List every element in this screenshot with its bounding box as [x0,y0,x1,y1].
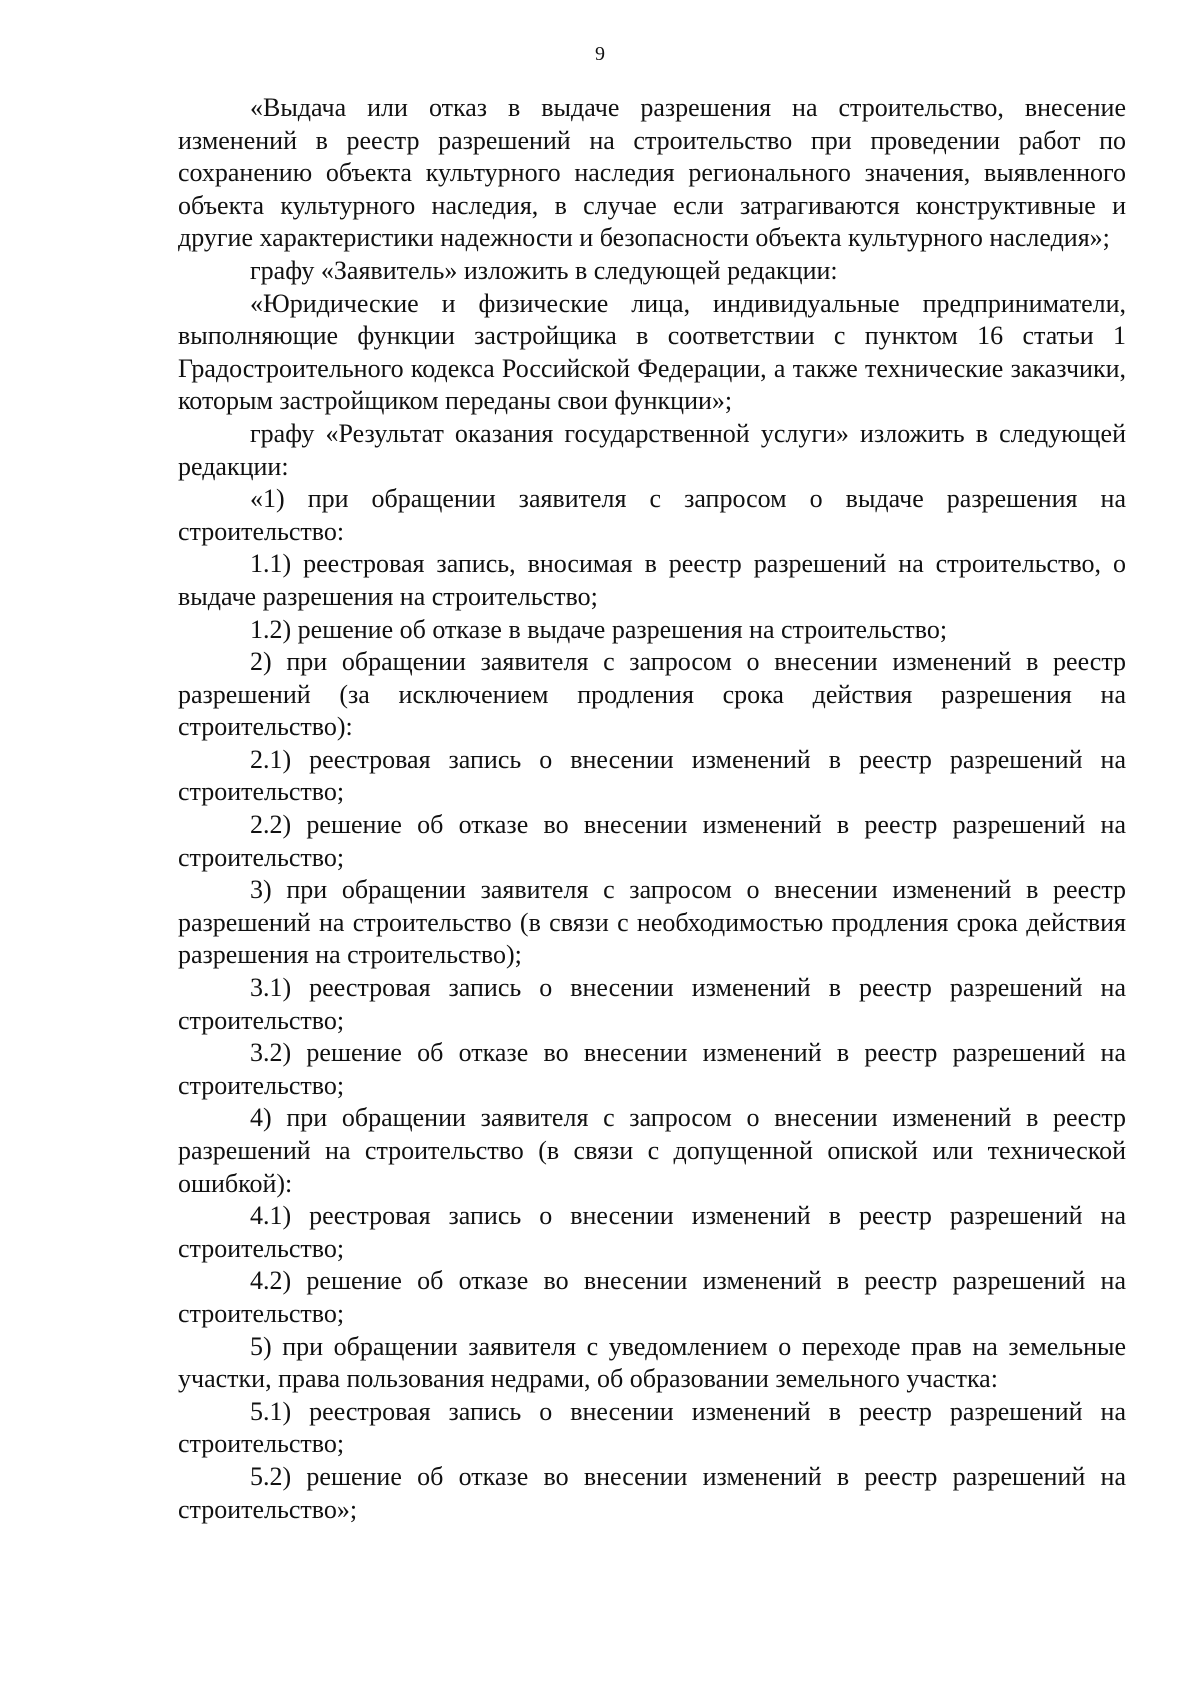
paragraph-item-3-2: 3.2) решение об отказе во внесении изменений в реестр разрешений на строительство; [178,1038,1126,1100]
paragraph-item-4-2: 4.2) решение об отказе во внесении изменений в реестр разрешений на строительство; [178,1266,1126,1328]
paragraph-item-2-2: 2.2) решение об отказе во внесении изменений в реестр разрешений на строительство; [178,810,1126,872]
paragraph-item-4: 4) при обращении заявителя с запросом о внесении изменений в реестр разрешений на строительство (в связи с допущенной опиской или технической ошибкой): [178,1103,1126,1198]
paragraph-result-heading: графу «Результат оказания государственной услуги» изложить в следующей редакции: [178,418,1126,481]
paragraph-service-name: «Выдача или отказ в выдаче разрешения на строительство, внесение изменений в реестр разрешений на строительство при проведении работ по сохранению объекта культурного наследия регионального значения, выявленного объекта культурного наследия, в случае если затрагиваются конструктивные и другие характеристики надежности и безопасности объекта культурного наследия»; [178,93,1126,253]
paragraph-item-5: 5) при обращении заявителя с уведомлением о переходе прав на земельные участки, права пользования недрами, об образовании земельного участка: [178,1331,1126,1394]
paragraph-item-3: 3) при обращении заявителя с запросом о внесении изменений в реестр разрешений на строительство (в связи с необходимостью продления срока действия разрешения на строительство); [178,875,1126,970]
paragraph-item-2-1: 2.1) реестровая запись о внесении изменений в реестр разрешений на строительство; [178,744,1126,807]
document-body [178,92,1126,1526]
paragraph-item-1: «1) при обращении заявителя с запросом о выдаче разрешения на строительство: [178,484,1126,546]
paragraph-applicant-text: «Юридические и физические лица, индивидуальные предприниматели, выполняющие функции застройщика в соответствии с пунктом 16 статьи 1 Градостроительного кодекса Российской Федерации, а также технические заказчики, которым застройщиком переданы свои функции»; [178,288,1126,416]
paragraph-item-5-2: 5.2) решение об отказе во внесении изменений в реестр разрешений на строительство»; [178,1461,1126,1524]
paragraph-item-2: 2) при обращении заявителя с запросом о внесении изменений в реестр разрешений (за исключением продления срока действия разрешения на строительство): [178,647,1126,742]
paragraph-item-1-2: 1.2) решение об отказе в выдаче разрешения на строительство; [250,614,948,644]
page-number: 9 [595,43,605,65]
paragraph-item-4-1: 4.1) реестровая запись о внесении изменений в реестр разрешений на строительство; [178,1201,1126,1263]
paragraph-applicant-heading: графу «Заявитель» изложить в следующей редакции: [250,255,838,285]
paragraph-item-3-1: 3.1) реестровая запись о внесении изменений в реестр разрешений на строительство; [178,973,1126,1035]
paragraph-item-1-1: 1.1) реестровая запись, вносимая в реестр разрешений на строительство, о выдаче разрешения на строительство; [178,549,1126,611]
paragraph-item-5-1: 5.1) реестровая запись о внесении изменений в реестр разрешений на строительство; [178,1396,1126,1459]
